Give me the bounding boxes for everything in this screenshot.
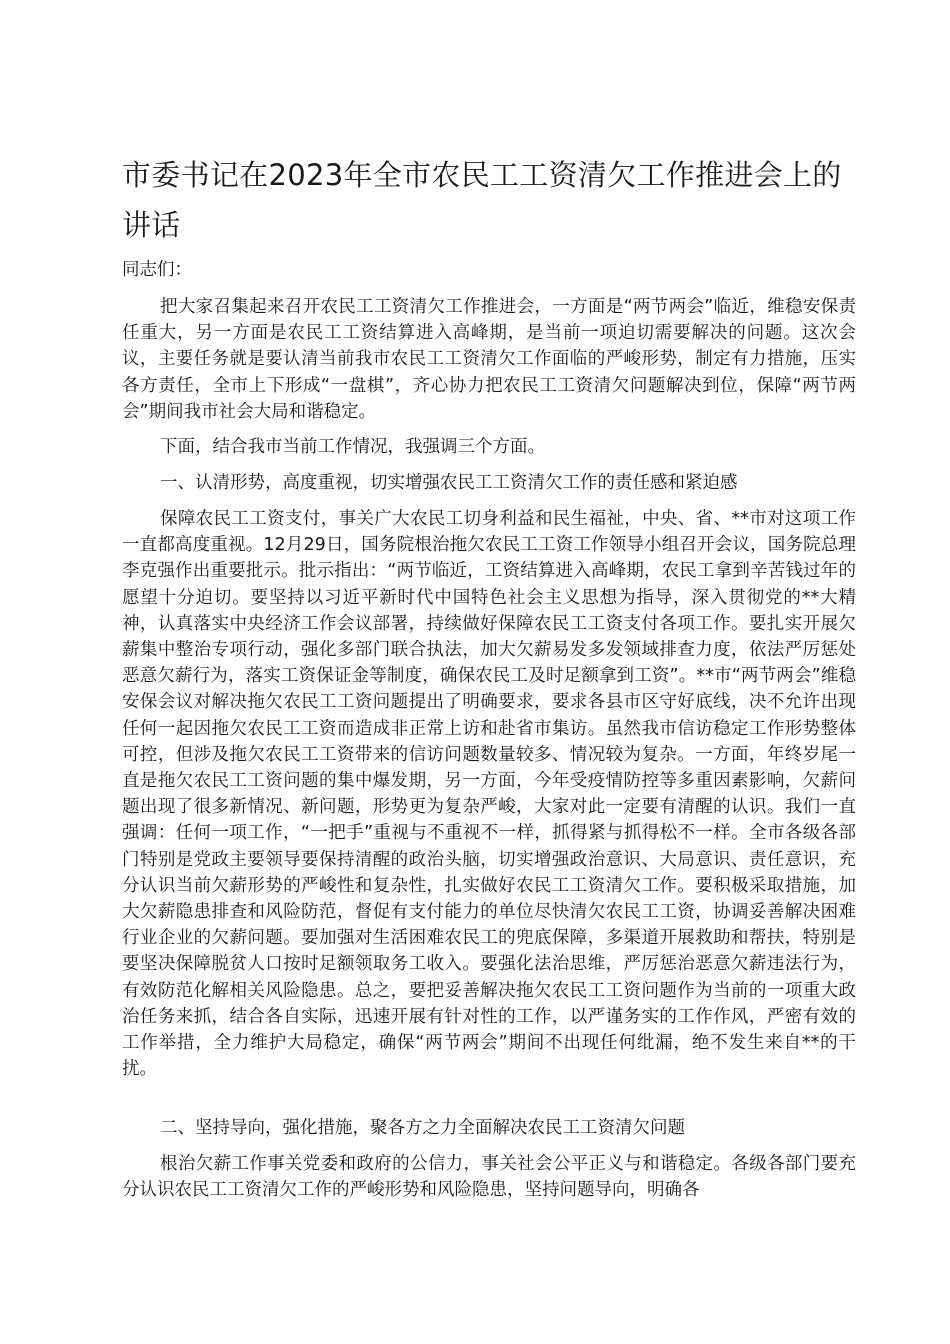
- document-title: 市委书记在2023年全市农民工工资清欠工作推进会上的讲话: [122, 158, 842, 242]
- section-heading-2: 二、坚持导向，强化措施，聚各方之力全面解决农民工工资清欠问题: [160, 1118, 685, 1138]
- paragraph-section-1: 保障农民工工资支付，事关广大农民工切身利益和民生福祉，中央、省、**市对这项工作一直都高度重视。12月29日，国务院根治拖欠农民工工资工作领导小组召开会议，国务院总理李克强作出重要批示。批示指出：“两节临近，工资结算进入高峰期，农民工拿到辛苦钱过年的愿望十分迫切。要坚持以习近平新时代中国特色社会主义思想为指导，深入贯彻党的**大精神，认真落实中央经济工作会议部署，持续做好保障农民工工资支付各项工作。要扎实开展欠薪集中整治专项行动，强化多部门联合执法，加大欠薪易发多发领域排查力度，依法严厉惩处恶意欠薪行为，落实工资保证金等制度，确保农民工及时足额拿到工资”。**市“两节两会”维稳安保会议对解决拖欠农民工工资问题提出了明确要求，要求各县市区守好底线，决不允许出现任何一起因拖欠农民工工资而造成非正常上访和赴省市集访。虽然我市信访稳定工作形势整体可控，但涉及拖欠农民工工资带来的信访问题数量较多、情况较为复杂。一方面，年终岁尾一直是拖欠农民工工资问题的集中爆发期，另一方面，今年受疫情防控等多重因素影响，欠薪问题出现了很多新情况、新问题，形势更为复杂严峻，大家对此一定要有清醒的认识。我们一直强调：任何一项工作，“一把手”重视与不重视不一样，抓得紧与抓得松不一样。全市各级各部门特别是党政主要领导要保持清醒的政治头脑，切实增强政治意识、大局意识、责任意识，充分认识当前欠薪形势的严峻性和复杂性，扎实做好农民工工资清欠工作。要积极采取措施，加大欠薪隐患排查和风险防范，督促有支付能力的单位尽快清欠农民工工资，协调妥善解决困难行业企业的欠薪问题。要加强对生活困难农民工的兜底保障，多渠道开展救助和帮扶，特别是要坚决保障脱贫人口按时足额领取务工收入。要强化法治思维，严厉惩治恶意欠薪违法行为，有效防范化解相关风险隐患。总之，要把妥善解决拖欠农民工工资问题作为当前的一项重大政治任务来抓，结合各自实际，迅速开展有针对性的工作，以严谨务实的工作作风，严密有效的工作举措，全力维护大局稳定，确保“两节两会”期间不出现任何纰漏，绝不发生来自**的干扰。: [122, 509, 856, 1080]
- section-heading-1: 一、认清形势，高度重视，切实增强农民工工资清欠工作的责任感和紧迫感: [160, 473, 738, 493]
- paragraph-section-2: 根治欠薪工作事关党委和政府的公信力，事关社会公平正义与和谐稳定。各级各部门要充分认识农民工工资清欠工作的严峻形势和风险隐患，坚持问题导向，明确各: [122, 1154, 856, 1201]
- greeting: 同志们：: [122, 260, 192, 280]
- paragraph-intro: 把大家召集起来召开农民工工资清欠工作推进会，一方面是“两节两会”临近，维稳安保责任重大，另一方面是农民工工资结算进入高峰期，是当前一项迫切需要解决的问题。这次会议，主要任务就是要认清当前我市农民工工资清欠工作面临的严峻形势，制定有力措施，压实各方责任，全市上下形成“一盘棋”，齐心协力把农民工工资清欠问题解决到位，保障“两节两会”期间我市社会大局和谐稳定。: [122, 297, 856, 422]
- document-page: [122, 0, 856, 1344]
- paragraph-outline: 下面，结合我市当前工作情况，我强调三个方面。: [160, 437, 545, 457]
